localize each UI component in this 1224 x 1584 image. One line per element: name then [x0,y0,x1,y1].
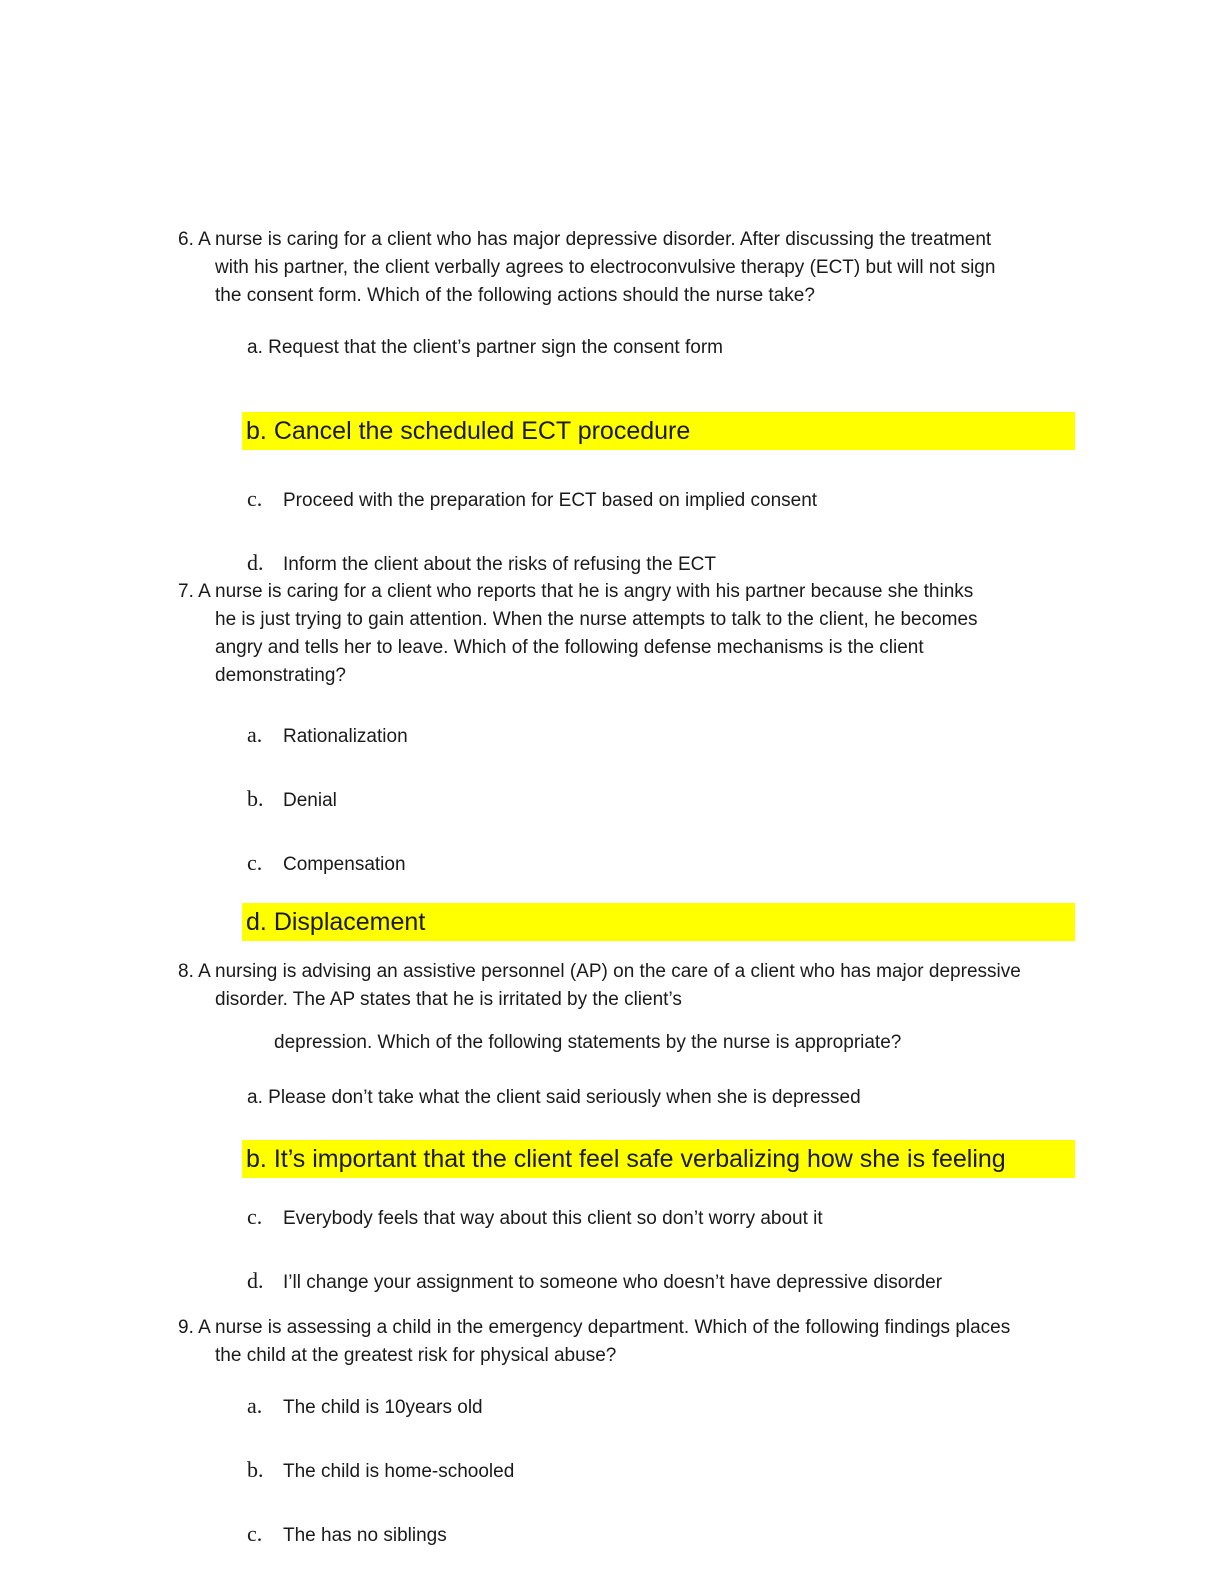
question-6-stem [178,226,995,310]
question-7-option-c: c. Compensation [247,850,406,875]
question-8-option-a: a. Please don’t take what the client said seriously when she is depressed [247,1087,861,1108]
question-8-line-3: depression. Which of the following statements by the nurse is appropriate? [274,1032,902,1053]
question-9-option-c: c. The has no siblings [247,1521,447,1546]
question-9-option-b: b. The child is home-schooled [247,1457,515,1482]
question-7-option-a: a. Rationalization [247,722,408,747]
question-7-line-4: demonstrating? [215,665,346,686]
question-6-option-d: d. Inform the client about the risks of refusing the ECT [247,550,716,575]
question-6-option-a: a. Request that the client’s partner sign the consent form [247,337,723,358]
question-8-option-c: c. Everybody feels that way about this client so don’t worry about it [247,1204,823,1229]
question-7-line-2: he is just trying to gain attention. When the nurse attempts to talk to the client, he becomes [215,609,978,630]
question-7-option-b: b. Denial [247,786,337,811]
question-8-stem [178,958,1021,1014]
question-9-stem [178,1314,1010,1370]
question-8-option-d: d. I’ll change your assignment to someone who doesn’t have depressive disorder [247,1268,943,1293]
question-7-option-d-answer: d. Displacement [242,903,1075,941]
question-9-line-1: 9. A nurse is assessing a child in the emergency department. Which of the following findings places [178,1317,1011,1338]
question-6-line-2: with his partner, the client verbally agrees to electroconvulsive therapy (ECT) but will not sign [215,257,996,278]
question-6-line-3: the consent form. Which of the following actions should the nurse take? [215,285,815,306]
question-8-option-b-answer: b. It’s important that the client feel safe verbalizing how she is feeling [242,1140,1075,1178]
question-7-stem [178,578,978,690]
question-6-option-b-answer: b. Cancel the scheduled ECT procedure [242,412,1075,450]
question-8-line-1: 8. A nursing is advising an assistive personnel (AP) on the care of a client who has major depressive [178,961,1021,982]
question-7-line-3: angry and tells her to leave. Which of the following defense mechanisms is the client [215,637,924,658]
question-8-line-2: disorder. The AP states that he is irritated by the client’s [215,989,682,1010]
question-9-line-2: the child at the greatest risk for physical abuse? [215,1345,617,1366]
question-6-option-c: c. Proceed with the preparation for ECT based on implied consent [247,486,818,511]
question-6-line-1: 6. A nurse is caring for a client who has major depressive disorder. After discussing the treatment [178,229,992,250]
question-9-option-a: a. The child is 10years old [247,1393,483,1418]
question-7-line-1: 7. A nurse is caring for a client who reports that he is angry with his partner because she thinks [178,581,974,602]
